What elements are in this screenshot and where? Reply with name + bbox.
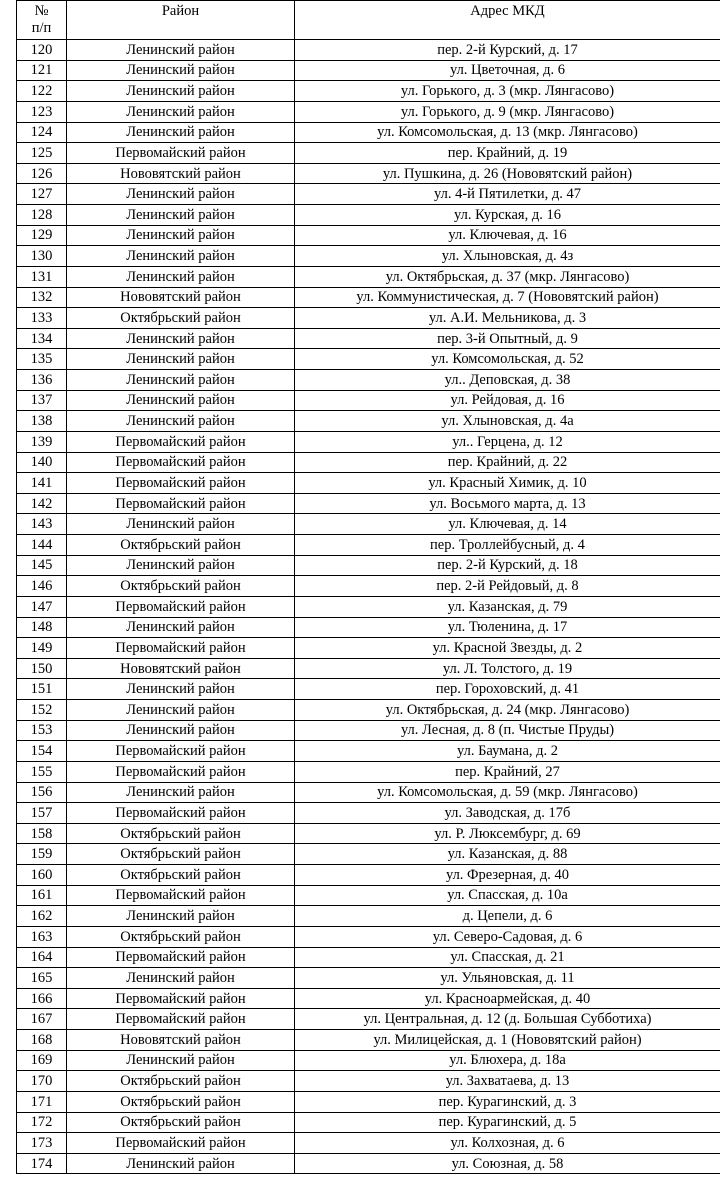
row-number-cell: 165 [17,968,67,989]
header-number-line2: п/п [31,20,52,36]
table-row [17,1071,720,1092]
table-row [17,1050,720,1071]
row-number-cell: 120 [17,40,67,61]
row-number-cell: 131 [17,266,67,287]
table-row [17,473,720,494]
table-row [17,988,720,1009]
row-number-cell: 127 [17,184,67,205]
row-number-cell: 146 [17,576,67,597]
table-row [17,596,720,617]
row-number-cell: 167 [17,1009,67,1030]
table-row [17,122,720,143]
district-cell: Первомайский район [67,638,295,659]
table-row [17,370,720,391]
row-number-cell: 139 [17,431,67,452]
table-row [17,576,720,597]
table-row [17,865,720,886]
row-number-cell: 135 [17,349,67,370]
row-number-cell: 172 [17,1112,67,1133]
district-cell: Октябрьский район [67,926,295,947]
row-number-cell: 126 [17,163,67,184]
address-cell: ул. Комсомольская, д. 52 [295,349,720,370]
district-cell: Нововятский район [67,1030,295,1051]
district-cell: Ленинский район [67,81,295,102]
row-number-cell: 152 [17,700,67,721]
district-cell: Ленинский район [67,205,295,226]
row-number-cell: 138 [17,411,67,432]
district-cell: Ленинский район [67,246,295,267]
row-number-cell: 136 [17,370,67,391]
address-cell: ул. Тюленина, д. 17 [295,617,720,638]
table-row [17,741,720,762]
row-number-cell: 125 [17,143,67,164]
header-district: Район [67,1,295,40]
district-cell: Ленинский район [67,184,295,205]
table-row [17,493,720,514]
table-row [17,1153,720,1174]
address-cell: ул. Фрезерная, д. 40 [295,865,720,886]
district-cell: Ленинский район [67,782,295,803]
row-number-cell: 129 [17,225,67,246]
table-row [17,700,720,721]
table-row [17,452,720,473]
header-number-line1: № [34,3,49,19]
address-cell: ул. Хлыновская, д. 4а [295,411,720,432]
address-cell: ул. А.И. Мельникова, д. 3 [295,308,720,329]
address-cell: пер. Гороховский, д. 41 [295,679,720,700]
row-number-cell: 169 [17,1050,67,1071]
district-cell: Первомайский район [67,988,295,1009]
row-number-cell: 166 [17,988,67,1009]
table-row [17,390,720,411]
address-cell: ул. Казанская, д. 88 [295,844,720,865]
table-row [17,287,720,308]
header-number [17,1,67,40]
address-cell: ул. Р. Люксембург, д. 69 [295,823,720,844]
address-cell: ул. Горького, д. 9 (мкр. Лянгасово) [295,101,720,122]
district-cell: Ленинский район [67,906,295,927]
address-cell: ул. Спасская, д. 21 [295,947,720,968]
row-number-cell: 158 [17,823,67,844]
district-cell: Первомайский район [67,143,295,164]
address-cell: ул. Ключевая, д. 14 [295,514,720,535]
row-number-cell: 122 [17,81,67,102]
address-cell: ул. Хлыновская, д. 4з [295,246,720,267]
address-cell: ул. Северо-Садовая, д. 6 [295,926,720,947]
row-number-cell: 159 [17,844,67,865]
row-number-cell: 145 [17,555,67,576]
address-cell: ул. Лесная, д. 8 (п. Чистые Пруды) [295,720,720,741]
header-address: Адрес МКД [295,1,720,40]
row-number-cell: 123 [17,101,67,122]
table-row [17,225,720,246]
mkd-address-table [16,0,720,1174]
district-cell: Ленинский район [67,1153,295,1174]
table-row [17,906,720,927]
row-number-cell: 170 [17,1071,67,1092]
row-number-cell: 155 [17,761,67,782]
address-cell: ул. Восьмого марта, д. 13 [295,493,720,514]
district-cell: Первомайский район [67,431,295,452]
row-number-cell: 147 [17,596,67,617]
table-row [17,947,720,968]
address-cell: д. Цепели, д. 6 [295,906,720,927]
district-cell: Первомайский район [67,493,295,514]
district-cell: Ленинский район [67,720,295,741]
address-cell: ул. Захватаева, д. 13 [295,1071,720,1092]
district-cell: Первомайский район [67,1133,295,1154]
table-row [17,803,720,824]
table-row [17,555,720,576]
address-cell: ул. Красной Звезды, д. 2 [295,638,720,659]
district-cell: Ленинский район [67,555,295,576]
table-row [17,163,720,184]
district-cell: Первомайский район [67,1009,295,1030]
district-cell: Ленинский район [67,225,295,246]
district-cell: Ленинский район [67,349,295,370]
table-row [17,1133,720,1154]
table-row [17,761,720,782]
address-cell: ул. Ульяновская, д. 11 [295,968,720,989]
district-cell: Октябрьский район [67,308,295,329]
row-number-cell: 160 [17,865,67,886]
district-cell: Октябрьский район [67,576,295,597]
district-cell: Ленинский район [67,514,295,535]
row-number-cell: 174 [17,1153,67,1174]
district-cell: Первомайский район [67,885,295,906]
address-cell: ул. Баумана, д. 2 [295,741,720,762]
district-cell: Ленинский район [67,617,295,638]
table-row [17,1112,720,1133]
row-number-cell: 148 [17,617,67,638]
row-number-cell: 130 [17,246,67,267]
table-row [17,246,720,267]
table-row [17,658,720,679]
row-number-cell: 143 [17,514,67,535]
address-cell: ул. Центральная, д. 12 (д. Большая Субботиха) [295,1009,720,1030]
address-cell: ул. Комсомольская, д. 59 (мкр. Лянгасово) [295,782,720,803]
district-cell: Ленинский район [67,390,295,411]
row-number-cell: 168 [17,1030,67,1051]
row-number-cell: 124 [17,122,67,143]
row-number-cell: 164 [17,947,67,968]
table-row [17,328,720,349]
table-row [17,720,720,741]
row-number-cell: 153 [17,720,67,741]
row-number-cell: 162 [17,906,67,927]
row-number-cell: 121 [17,60,67,81]
table-row [17,40,720,61]
district-cell: Октябрьский район [67,865,295,886]
district-cell: Октябрьский район [67,535,295,556]
table-row [17,844,720,865]
district-cell: Ленинский район [67,411,295,432]
table-body [17,40,720,1174]
district-cell: Нововятский район [67,163,295,184]
address-cell: ул.. Герцена, д. 12 [295,431,720,452]
address-cell: ул. Союзная, д. 58 [295,1153,720,1174]
address-cell: ул. Октябрьская, д. 24 (мкр. Лянгасово) [295,700,720,721]
row-number-cell: 157 [17,803,67,824]
table-header [17,1,720,40]
table-row [17,514,720,535]
table-row [17,823,720,844]
district-cell: Первомайский район [67,596,295,617]
row-number-cell: 151 [17,679,67,700]
district-cell: Ленинский район [67,122,295,143]
table-row [17,184,720,205]
district-cell: Октябрьский район [67,1071,295,1092]
table-row [17,431,720,452]
row-number-cell: 161 [17,885,67,906]
address-cell: пер. Крайний, д. 22 [295,452,720,473]
address-cell: ул. Курская, д. 16 [295,205,720,226]
row-number-cell: 140 [17,452,67,473]
table-row [17,617,720,638]
row-number-cell: 173 [17,1133,67,1154]
address-cell: пер. 2-й Рейдовый, д. 8 [295,576,720,597]
address-cell: ул. Милицейская, д. 1 (Нововятский район) [295,1030,720,1051]
table-row [17,60,720,81]
district-cell: Первомайский район [67,947,295,968]
address-cell: ул. Колхозная, д. 6 [295,1133,720,1154]
address-cell: пер. Троллейбусный, д. 4 [295,535,720,556]
district-cell: Ленинский район [67,60,295,81]
table-row [17,143,720,164]
table-row [17,1030,720,1051]
address-cell: ул. Блюхера, д. 18а [295,1050,720,1071]
address-cell: ул. Ключевая, д. 16 [295,225,720,246]
address-cell: ул. Коммунистическая, д. 7 (Нововятский район) [295,287,720,308]
row-number-cell: 137 [17,390,67,411]
address-cell: ул. Л. Толстого, д. 19 [295,658,720,679]
address-cell: пер. 3-й Опытный, д. 9 [295,328,720,349]
address-cell: пер. Курагинский, д. 5 [295,1112,720,1133]
district-cell: Ленинский район [67,370,295,391]
address-cell: ул. Октябрьская, д. 37 (мкр. Лянгасово) [295,266,720,287]
address-cell: пер. 2-й Курский, д. 18 [295,555,720,576]
address-cell: ул. Цветочная, д. 6 [295,60,720,81]
row-number-cell: 132 [17,287,67,308]
address-cell: ул. Горького, д. 3 (мкр. Лянгасово) [295,81,720,102]
district-cell: Ленинский район [67,101,295,122]
table-row [17,926,720,947]
row-number-cell: 171 [17,1091,67,1112]
row-number-cell: 150 [17,658,67,679]
address-cell: ул. Заводская, д. 17б [295,803,720,824]
district-cell: Первомайский район [67,741,295,762]
district-cell: Первомайский район [67,803,295,824]
district-cell: Ленинский район [67,40,295,61]
table-row [17,1009,720,1030]
table-row [17,349,720,370]
district-cell: Нововятский район [67,658,295,679]
table-row [17,101,720,122]
table-row [17,885,720,906]
district-cell: Нововятский район [67,287,295,308]
row-number-cell: 128 [17,205,67,226]
district-cell: Ленинский район [67,328,295,349]
district-cell: Октябрьский район [67,1091,295,1112]
district-cell: Октябрьский район [67,823,295,844]
table-row [17,782,720,803]
district-cell: Ленинский район [67,968,295,989]
district-cell: Ленинский район [67,679,295,700]
address-cell: ул. Пушкина, д. 26 (Нововятский район) [295,163,720,184]
row-number-cell: 134 [17,328,67,349]
row-number-cell: 154 [17,741,67,762]
row-number-cell: 141 [17,473,67,494]
address-cell: пер. 2-й Курский, д. 17 [295,40,720,61]
table-row [17,81,720,102]
table-row [17,1091,720,1112]
table-row [17,205,720,226]
address-cell: ул. 4-й Пятилетки, д. 47 [295,184,720,205]
address-cell: ул. Казанская, д. 79 [295,596,720,617]
address-cell: ул. Красный Химик, д. 10 [295,473,720,494]
district-cell: Ленинский район [67,1050,295,1071]
district-cell: Первомайский район [67,473,295,494]
row-number-cell: 142 [17,493,67,514]
district-cell: Ленинский район [67,700,295,721]
row-number-cell: 144 [17,535,67,556]
address-cell: ул. Комсомольская, д. 13 (мкр. Лянгасово) [295,122,720,143]
district-cell: Первомайский район [67,761,295,782]
header-row [17,1,720,40]
address-cell: пер. Крайний, 27 [295,761,720,782]
table-row [17,308,720,329]
table-row [17,968,720,989]
address-cell: ул. Рейдовая, д. 16 [295,390,720,411]
row-number-cell: 133 [17,308,67,329]
table-row [17,638,720,659]
table-row [17,535,720,556]
table-row [17,411,720,432]
address-cell: пер. Курагинский, д. 3 [295,1091,720,1112]
district-cell: Октябрьский район [67,1112,295,1133]
row-number-cell: 163 [17,926,67,947]
row-number-cell: 149 [17,638,67,659]
table-row [17,266,720,287]
address-cell: ул. Красноармейская, д. 40 [295,988,720,1009]
table-row [17,679,720,700]
address-cell: ул.. Деповская, д. 38 [295,370,720,391]
district-cell: Первомайский район [67,452,295,473]
row-number-cell: 156 [17,782,67,803]
district-cell: Ленинский район [67,266,295,287]
district-cell: Октябрьский район [67,844,295,865]
address-cell: ул. Спасская, д. 10а [295,885,720,906]
address-cell: пер. Крайний, д. 19 [295,143,720,164]
